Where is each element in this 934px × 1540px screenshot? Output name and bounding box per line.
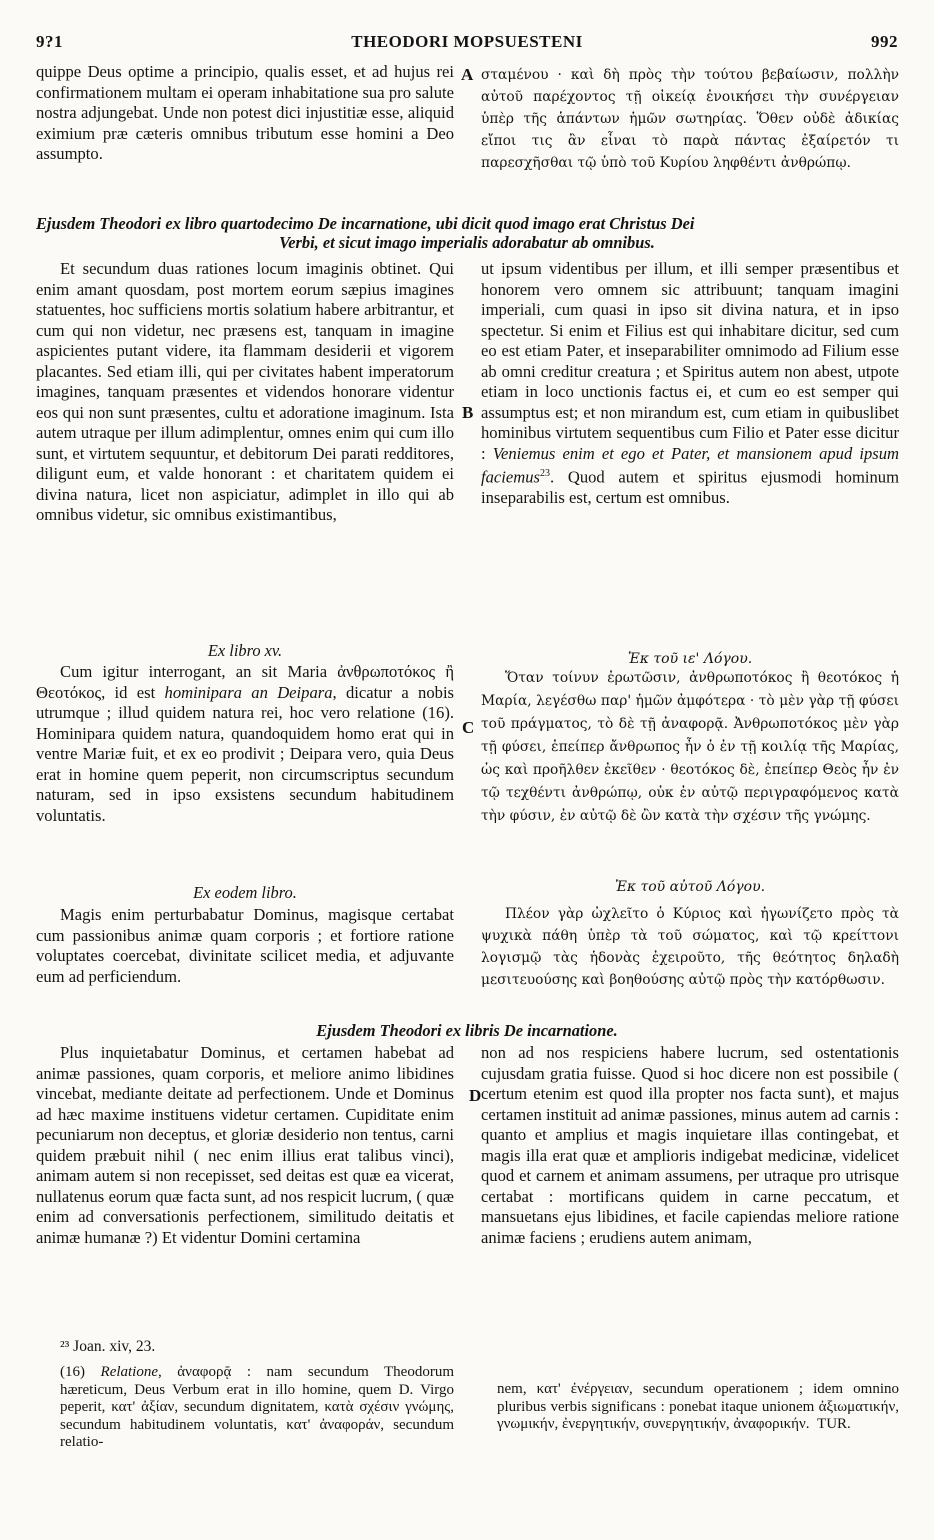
footnote-16-right: nem, κατ' ἐνέργειαν, secundum operationem ; idem omnino pluribus verbis significans : ponebat itaque unionem ἀξιωματικήν, γνωμικήν, ἐνεργητικήν, συνεργητικήν, ἀναφορικήν. TUR. (497, 1381, 899, 1432)
subheading-greek-xv: Ἐκ τοῦ ιε' Λόγου. (627, 651, 753, 667)
latin-paragraph: Magis enim perturbabatur Dominus, magisque certabat cum passionibus animæ quam corporis ; et fortiore ratione voluptates coercebat, divinitate scilicet media, et adjuvante eum ad perficiendum. (36, 905, 454, 986)
heading-line-1: Ejusdem Theodori ex libro quartodecimo De incarnatione, ubi dicit quod imago erat Christus Dei (36, 214, 695, 233)
margin-marker-d: D (469, 1086, 482, 1105)
latin-column-imago (36, 259, 454, 526)
scripture-quote: Veniemus enim et ego et Pater, et mansionem apud ipsum faciemus (481, 443, 899, 487)
page-number-right: 992 (871, 32, 898, 51)
latin-paragraph: Plus inquietabatur Dominus, et certamen habebat ad animæ passiones, quam corporis, et meliore animo libidines vincebat, mediante deitate ad perfectionem. Unde et Dominus ad hæc maxime instituens videtur certamen. Cupiditate enim pecuniarum non deceptus, et gloriæ desiderio non tentus, carni quidem præbuit nihil ( nec enim illius erat talibus vinci), animam autem si non recepisset, sed deitas est quæ ea vicerat, nullatenus eorum quæ facta sunt, ad nos respicit lucrum, ( quæ enim ad conversationis perfectionem, similitudo deitatis et animæ humanæ ?) Et videntur Domini certamina (36, 1043, 454, 1247)
subheading-latin-xv: Ex libro xv. (207, 641, 283, 660)
page-number-left: 9?1 (36, 32, 63, 51)
latin-column-deipara (36, 662, 454, 826)
greek-column-passiones (481, 903, 899, 991)
latin-column-intro (36, 62, 454, 165)
greek-paragraph: Πλέον γὰρ ὠχλεῖτο ὁ Κύριος καὶ ἠγωνίζετο πρὸς τὰ ψυχικὰ πάθη ὑπὲρ τὰ τοῦ σώματος, καὶ τῷ κρείττονι λογισμῷ τὰς ἡδονὰς ἐχειροῦτο, τῆς θεότητος δηλαδὴ μεσιτευούσης καὶ βοηθούσης αὐτῷ πρὸς τὴν κατόρθωσιν. (481, 906, 899, 988)
latin-paragraph: non ad nos respiciens habere lucrum, sed ostentationis cujusdam gratia fuisse. Quod si hoc dicere non est possibile ( certum etenim est quod illa propter nos facta sunt), et majus certamen instituit ad animæ passiones, minus autem ad carnis : quanto et amplius et magis inquietare illas contingebat, et magis illa erat quæ et amplioris indigebat medicinæ, videlicet quod et carnem et animam assumens, per utraque pro utrisque certabat : mortificans quidem in carne peccatum, et mansuetans ejus libidines, et facile capiendas meliore ratione animæ faciens ; erudiens autem animam, (481, 1043, 899, 1247)
subheading-latin-eodem: Ex eodem libro. (193, 883, 297, 902)
latin-paragraph: ut ipsum videntibus per illum, et illi semper præsentibus et honorem vero omnem sic attribuunt; tanquam imagini imperiali, cum quasi in ipso sit divina natura, et in ipso spectetur. Si enim et Filius est qui inhabitare dicitur, sed cum eo est etiam Pater, et inseparabiliter omnimodo ad Filium esse ab omni creditur creatura ; et Spiritus autem non abest, utpote etiam in loco unctionis factus ei, et cum eo est semper qui assumptus est; et non mirandum est, cum etiam in quibuslibet hominibus virtutem sequentibus cum Filio et Pater esse dicitur : Veniemus enim et ego et Pater, et mansionem apud ipsum faciemus$^{23}$. Quod autem et spiritus ejusmodi hominum inseparabilis est, certum est omnibus. (481, 259, 899, 508)
annotator-signature: TUR. (817, 1416, 851, 1432)
running-header (36, 32, 898, 58)
subheading-greek-eodem: Ἐκ τοῦ αὐτοῦ Λόγου. (614, 879, 766, 895)
latin-paragraph: Et secundum duas rationes locum imaginis obtinet. Qui enim amant quosdam, post mortem eorum sæpius imagines statuentes, hoc sufficiens mortis solatium habere arbitrantur, et cum qui non videtur, nec præsens est, tanquam in imagine aspicientes putant videre, ita flammam desiderii et vigorem placantes. Sed etiam illi, qui per civitates habent imperatorum imagines, tanquam præsentes et videndos honorare videntur eos qui non sunt præsentes, cultu et adoratione imaginum. Ista autem utraque per illum adimplentur, omnes enim qui cum illo sunt, et virtutem sequuntur, et debitorum Dei parati redditores, diligunt eum, et valde honorant : et charitatem quidem ei divina natura, licet non aspiciatur, adimplet in illo qui ab omnibus videtur, sic omnibus existimantibus, (36, 259, 454, 524)
latin-column-certamen (36, 1043, 454, 1248)
margin-marker-c: C (462, 718, 475, 737)
latin-column-passiones (36, 905, 454, 987)
margin-marker-b: B (462, 403, 474, 422)
footnote-23: ²³ Joan. xiv, 23. (60, 1338, 156, 1355)
section-heading-de-incarnatione: Ejusdem Theodori ex libris De incarnatione. (316, 1021, 618, 1040)
greek-column-intro (481, 64, 899, 174)
greek-paragraph: σταμένου · καὶ δὴ πρὸς τὴν τούτου βεβαίωσιν, πολλὴν αὐτοῦ παρέχοντος τῇ οἰκείᾳ ἐνοικήσει τὴν συνέργειαν ὑπὲρ τῆς ἁπάντων ἡμῶν σωτηρίας. Ὅθεν οὐδὲ ἀδικίας εἴποι τις ἂν εἶναι τὸ παρὰ πάντας ἐξαίρετόν τι παρεσχῆσθαι τῷ ὑπὸ τοῦ Κυρίου ληφθέντι ἀνθρώπῳ. (481, 67, 899, 171)
latin-paragraph: quippe Deus optime a principio, qualis esset, et ad hujus rei confirmationem multam ei operam inhabitatione sua pro salute nostra adjungebat. Unde non potest dici injustitiæ esse, aliquid eximium præ cæteris omnibus tributum esse homini a Deo assumpto. (36, 62, 454, 163)
latin-paragraph: Cum igitur interrogant, an sit Maria ἀνθρωποτόκος ἢ Θεοτόκος, id est hominipara an Deipara, dicatur a nobis utrumque ; illud quidem natura rei, hoc vero relatione (16). Hominipara quidem natura, quandoquidem homo erat qui in ventre Mariæ fuit, et ex eo prodivit ; Deipara vero, quia Deus erat in homine quem peperit, non circumscriptus secundum naturam, sed in ipso exsistens secundum habitudinem voluntatis. (36, 662, 455, 825)
section-heading-book-xiv (36, 214, 898, 252)
footnote-ref-23: 23 (540, 468, 550, 479)
heading-line-2: Verbi, et sicut imago imperialis adorabatur ab omnibus. (279, 233, 655, 252)
latin-column-imago-continued (481, 259, 899, 509)
latin-column-certamen-continued (481, 1043, 899, 1248)
greek-column-deipara (481, 667, 899, 828)
margin-marker-a: A (461, 65, 474, 84)
greek-paragraph: Ὅταν τοίνυν ἐρωτῶσιν, ἀνθρωποτόκος ἢ θεοτόκος ἡ Μαρία, λεγέσθω παρ' ἡμῶν ἀμφότερα · τὸ μὲν γὰρ τῇ φύσει τοῦ πράγματος, τὸ δὲ τῇ ἀναφορᾷ. Ἀνθρωποτόκος μὲν γὰρ τῇ φύσει, ἐπείπερ ἄνθρωπος ἦν ὁ ἐν τῇ κοιλίᾳ τῆς Μαρίας, ὡς καὶ προῆλθεν ἐκεῖθεν · θεοτόκος δὲ, ἐπείπερ Θεὸς ἦν ἐν τῷ τεχθέντι ἀνθρώπῳ, οὐκ ἐν αὐτῷ περιγραφόμενος κατὰ τὴν φύσιν, ἐν αὐτῷ δὲ ὢν κατὰ τὴν σχέσιν τῆς γνώμης. (481, 670, 899, 824)
running-title: THEODORI MOPSUESTENI (351, 32, 583, 51)
footnote-16-left: (16) Relatione, ἀναφορᾷ : nam secundum Theodorum hæreticum, Deus Verbum erat in illo homine, quem D. Virgo peperit, κατ' ἀξίαν, secundum dignitatem, κατὰ σχέσιν γνώμης, secundum habitudinem voluntatis, κατ' ἀναφοράν, secundum relatio- (60, 1364, 454, 1450)
